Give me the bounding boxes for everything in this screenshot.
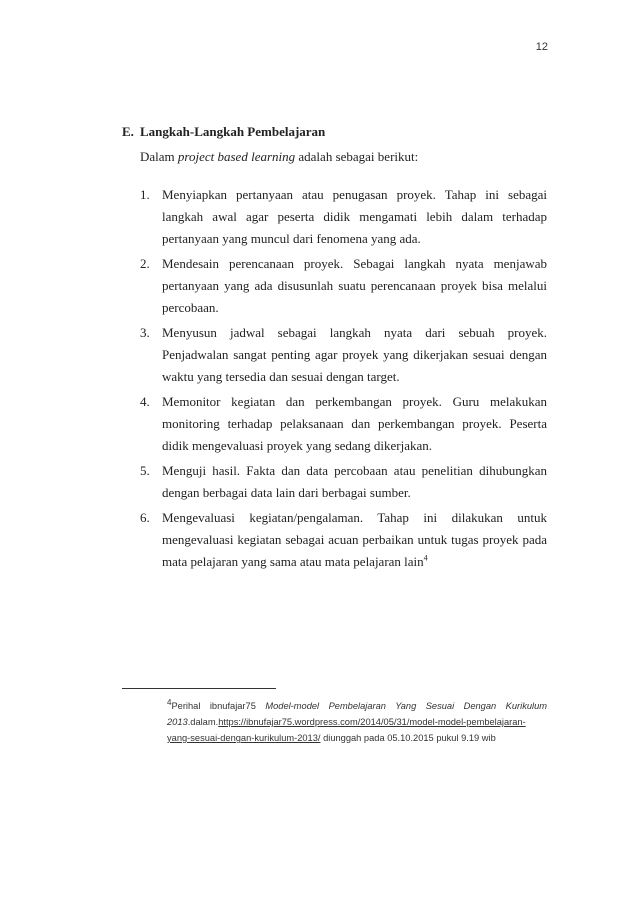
step-text: Mendesain perencanaan proyek. Sebagai langkah nyata menjawab pertanyaan yang ada disusunlah suatu perencanaan proyek bisa melalui percobaan. [162,255,547,315]
step-text-body: Mengevaluasi kegiatan/pengalaman. Tahap ini dilakukan untuk mengevaluasi kegiatan sebagai acuan perbaikan untuk tugas proyek pada mata pelajaran yang sama atau mata pelajaran lain [162,509,547,569]
step-number: 1. [140,187,150,202]
list-item [122,182,547,251]
footnote-link[interactable]: https://ibnufajar75.wordpress.com/2014/05/31/model-model-pembelajaran-yang-sesuai-dengan-kurikulum-2013/ [167,717,526,743]
footnote-mid: .dalam. [187,717,219,727]
step-number: 4. [140,394,150,409]
intro-emphasis: project based learning [177,149,296,164]
footnote-title: Model-model Pembelajaran Yang Sesuai Dengan Kurikulum 2013 [167,701,547,727]
footnote-marker: 4 [167,697,172,707]
step-text [162,505,547,574]
intro-prefix: Dalam [140,149,175,164]
list-item [122,505,547,574]
footnote [167,698,547,746]
section-letter: E. [122,124,134,139]
list-item [122,458,547,505]
step-number: 3. [140,325,150,340]
footnote-divider [122,688,276,689]
footnote-reference[interactable]: 4 [423,553,428,563]
step-text: Memonitor kegiatan dan perkembangan proyek. Guru melakukan monitoring terhadap pelaksanaan dan perkembangan proyek. Peserta didik mengevaluasi proyek yang sedang dikerjakan. [162,393,547,453]
step-number: 6. [140,510,150,525]
steps-list [122,182,547,574]
list-item [122,251,547,320]
list-item [122,389,547,458]
intro-sentence [140,144,547,169]
step-text: Menyiapkan pertanyaan atau penugasan proyek. Tahap ini sebagai langkah awal agar peserta didik mengamati lebih dalam terhadap pertanyaan yang muncul dari fenomena yang ada. [162,186,547,246]
list-item [122,320,547,389]
footnote-tail: diunggah pada 05.10.2015 pukul 9.19 wib [323,733,496,743]
step-number: 2. [140,256,150,271]
section-heading [122,119,547,144]
page-number: 12 [535,41,548,53]
step-text: Menyusun jadwal sebagai langkah nyata dari sebuah proyek. Penjadwalan sangat penting agar proyek yang dikerjakan sesuai dengan waktu yang tersedia dan sesuai dengan target. [162,324,547,384]
section-langkah-pembelajaran [122,119,547,574]
intro-suffix: adalah sebagai berikut: [298,149,419,164]
section-title: Langkah-Langkah Pembelajaran [140,124,326,139]
step-number: 5. [140,463,150,478]
footnote-lead: Perihal ibnufajar75 [171,701,256,711]
step-text: Menguji hasil. Fakta dan data percobaan atau penelitian dihubungkan dengan berbagai data lain dari berbagai sumber. [162,462,547,500]
